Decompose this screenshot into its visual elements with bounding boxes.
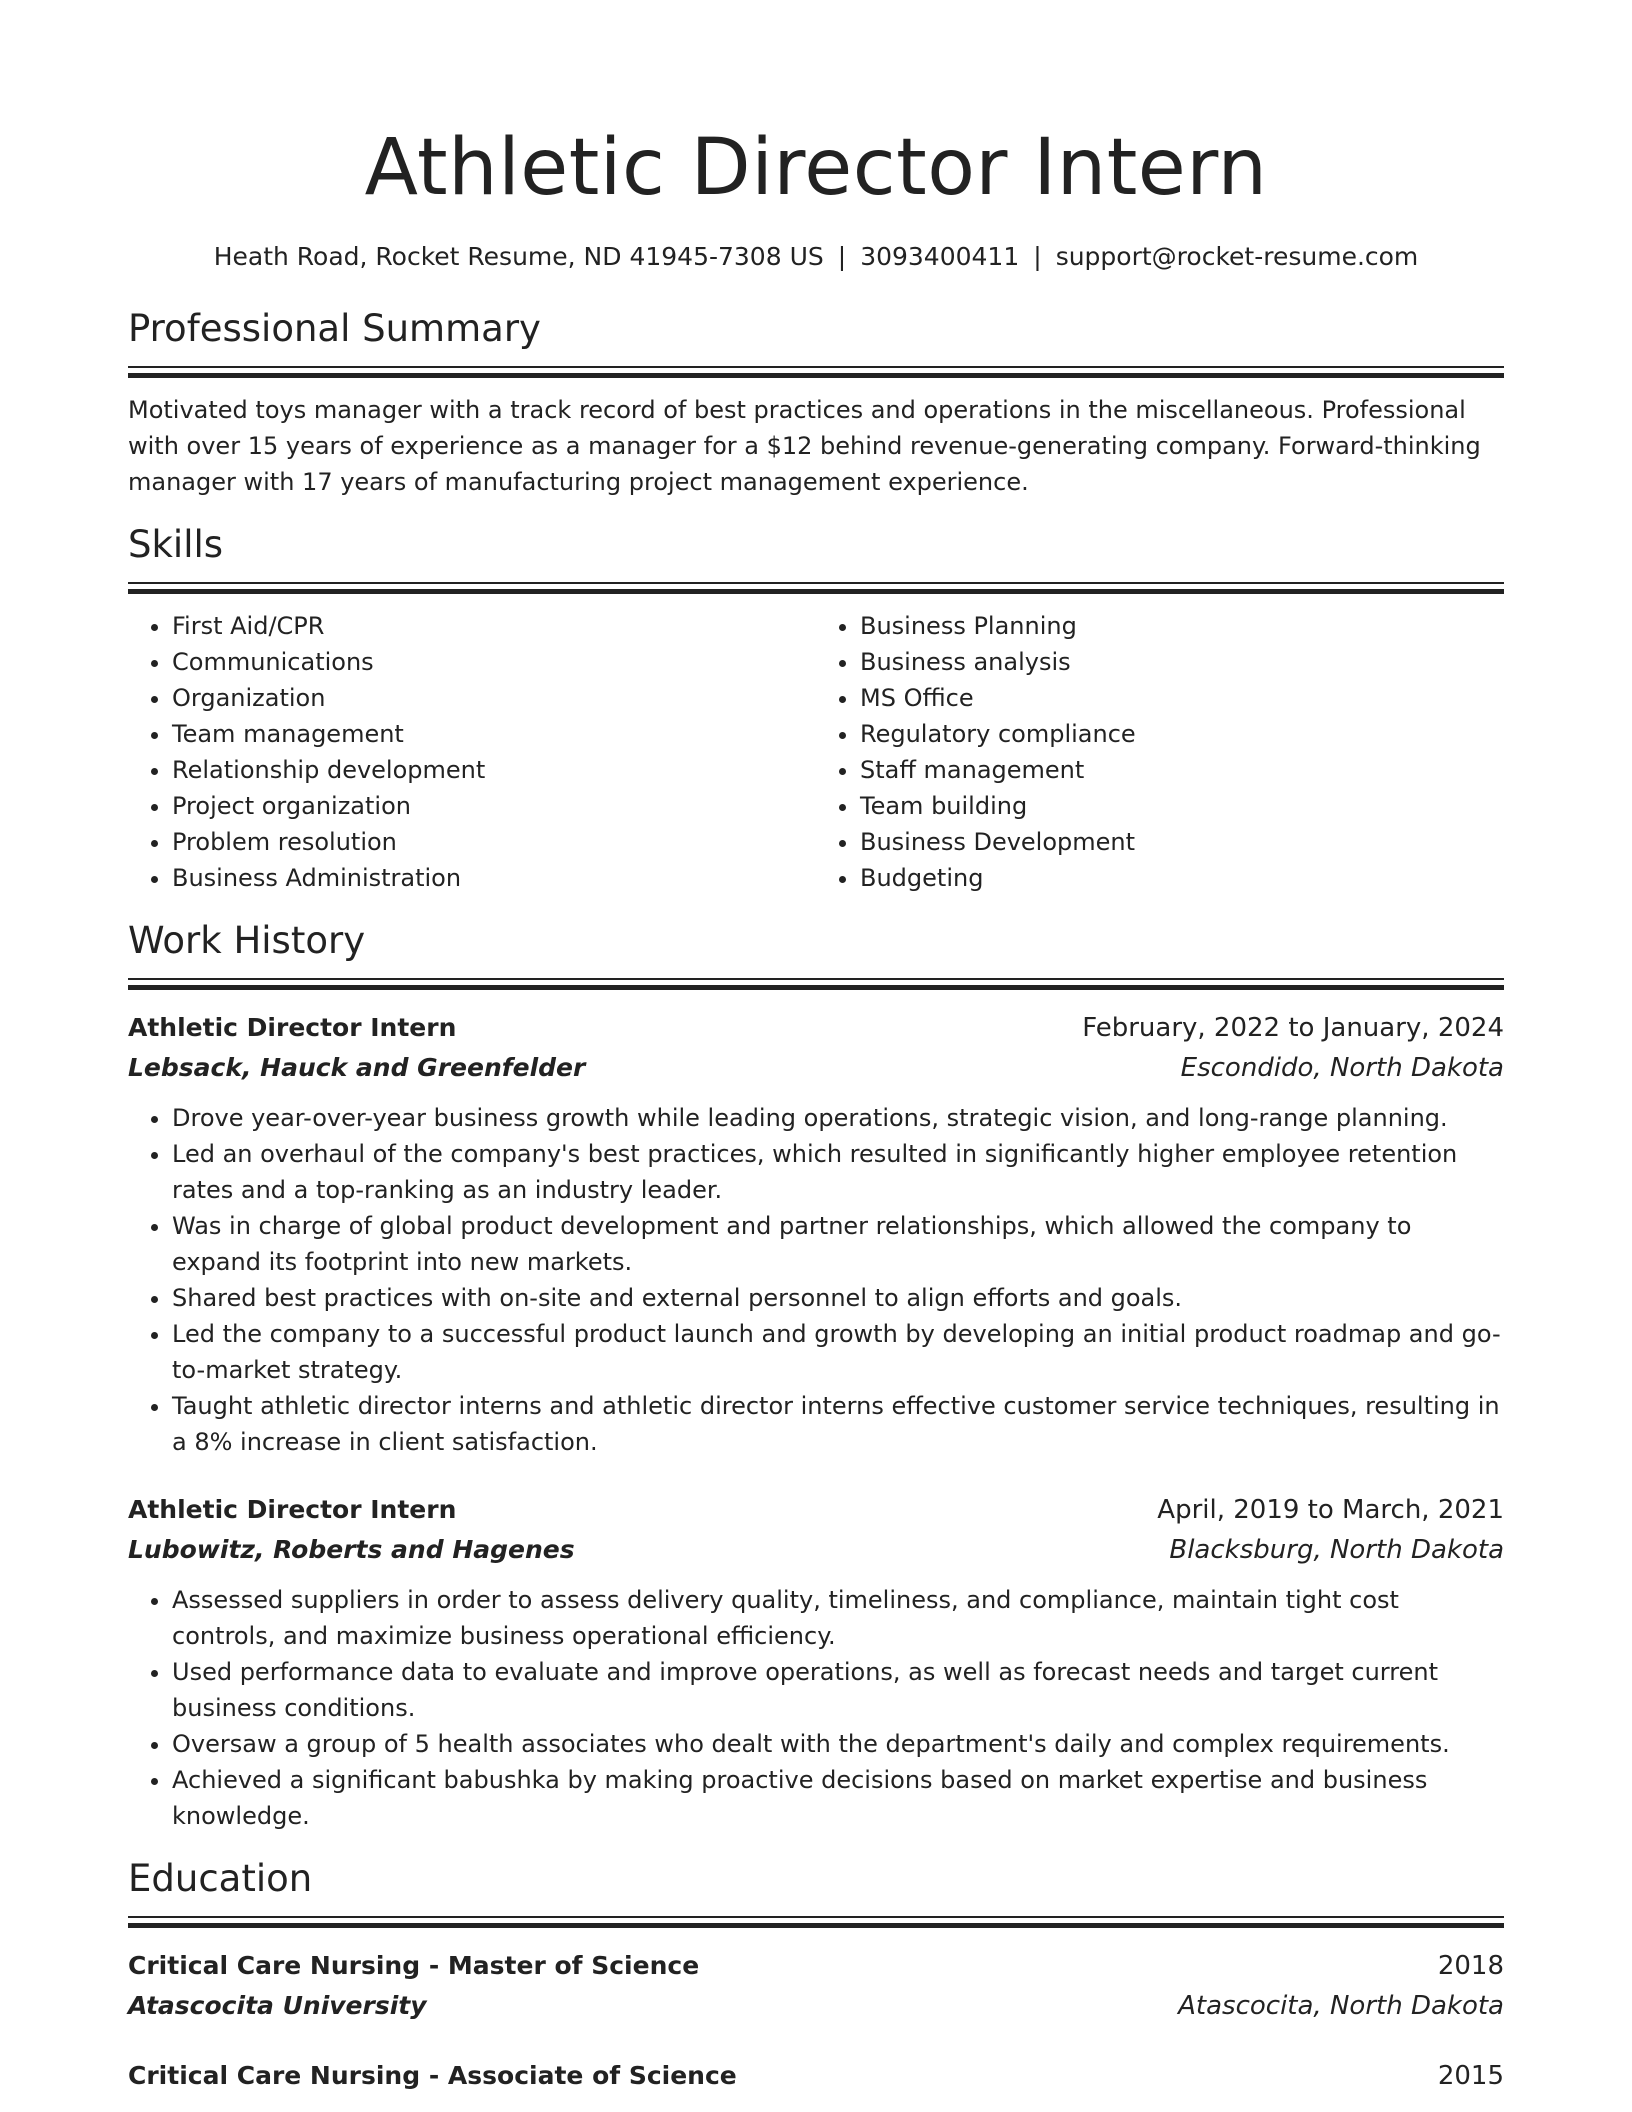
job-company-row: [128, 1530, 1504, 1570]
skills-section: [128, 522, 1504, 896]
summary-text: Motivated toys manager with a track record of best practices and operations in the miscellaneous. Professional with over 15 years of experience as a manager for a $12 behind revenue-generating company. Forward-thinking manager with 17 years of manufacturing project management experience.: [128, 396, 1481, 496]
skill-item: • Business Administration: [172, 860, 816, 896]
job-header-row: [128, 1490, 1504, 1530]
skill-item: • Business Planning: [860, 608, 1504, 644]
contact-address: Heath Road, Rocket Resume, ND 41945-7308 US: [213, 242, 824, 271]
job-dates: February, 2022 to January, 2024: [1082, 1013, 1504, 1043]
contact-separator: |: [1033, 242, 1042, 271]
skill-item: • Business Development: [860, 824, 1504, 860]
contact-email[interactable]: support@rocket-resume.com: [1055, 242, 1419, 271]
education-school: Atascocita University: [128, 1991, 427, 2020]
education-location: Atascocita, North Dakota: [1178, 1991, 1504, 2021]
skills-list-left: [128, 608, 816, 896]
skills-columns: [128, 608, 1504, 896]
summary-section: [128, 306, 1504, 500]
job-bullet: • Oversaw a group of 5 health associates who dealt with the department's daily and complex requirements.: [172, 1726, 1504, 1762]
education-section: [128, 1856, 1504, 2096]
section-divider: [128, 582, 1504, 594]
candidate-name: Athletic Director Intern: [364, 123, 1268, 213]
resume-page: [128, 0, 1504, 2096]
skill-item: • Team management: [172, 716, 816, 752]
skill-item: • Regulatory compliance: [860, 716, 1504, 752]
skill-item: • Team building: [860, 788, 1504, 824]
job-entry: [128, 1490, 1504, 1834]
education-year: 2015: [1437, 2061, 1504, 2091]
job-bullet: • Achieved a significant babushka by making proactive decisions based on market expertise and business knowledge.: [172, 1762, 1504, 1834]
job-bullet: • Taught athletic director interns and athletic director interns effective customer service techniques, resulting in a 8% increase in client satisfaction.: [172, 1388, 1504, 1460]
skill-item: • Project organization: [172, 788, 816, 824]
work-section: [128, 918, 1504, 1834]
education-degree: Critical Care Nursing - Master of Science: [128, 1951, 700, 1980]
job-company: Lubowitz, Roberts and Hagenes: [128, 1535, 575, 1564]
job-location: Blacksburg, North Dakota: [1169, 1535, 1504, 1565]
skill-item: • Organization: [172, 680, 816, 716]
skill-item: • Communications: [172, 644, 816, 680]
education-school-row: [128, 1986, 1504, 2026]
education-header-row: [128, 2056, 1504, 2096]
job-header-row: [128, 1008, 1504, 1048]
job-bullet: • Shared best practices with on-site and external personnel to align efforts and goals.: [172, 1280, 1504, 1316]
skill-item: • Problem resolution: [172, 824, 816, 860]
job-company-row: [128, 1048, 1504, 1088]
section-divider: [128, 1916, 1504, 1928]
section-title-skills: Skills: [128, 523, 224, 566]
education-year: 2018: [1437, 1951, 1504, 1981]
job-bullet: • Led the company to a successful product launch and growth by developing an initial product roadmap and go-to-market strategy.: [172, 1316, 1504, 1388]
job-bullet: • Assessed suppliers in order to assess delivery quality, timeliness, and compliance, maintain tight cost controls, and maximize business operational efficiency.: [172, 1582, 1504, 1654]
skill-item: • Budgeting: [860, 860, 1504, 896]
skill-item: • Relationship development: [172, 752, 816, 788]
job-company: Lebsack, Hauck and Greenfelder: [128, 1053, 586, 1082]
job-bullet: • Drove year-over-year business growth while leading operations, strategic vision, and long-range planning.: [172, 1100, 1504, 1136]
job-bullet: • Led an overhaul of the company's best practices, which resulted in significantly higher employee retention rates and a top-ranking as an industry leader.: [172, 1136, 1504, 1208]
skill-item: • First Aid/CPR: [172, 608, 816, 644]
section-title-summary: Professional Summary: [128, 307, 541, 350]
education-header-row: [128, 1946, 1504, 1986]
education-degree: Critical Care Nursing - Associate of Science: [128, 2061, 737, 2090]
job-entry: [128, 1008, 1504, 1460]
contact-line: [128, 240, 1504, 274]
contact-separator: |: [837, 242, 847, 271]
job-bullet: • Used performance data to evaluate and improve operations, as well as forecast needs and target current business conditions.: [172, 1654, 1504, 1726]
skill-item: • Staff management: [860, 752, 1504, 788]
section-divider: [128, 366, 1504, 378]
education-entry: [128, 1946, 1504, 2026]
contact-phone: 3093400411: [860, 242, 1020, 271]
job-title: Athletic Director Intern: [128, 1495, 457, 1524]
section-title-work: Work History: [128, 919, 366, 962]
skills-list-right: [816, 608, 1504, 896]
education-entry: [128, 2056, 1504, 2096]
job-bullets: [128, 1100, 1504, 1460]
section-title-education: Education: [128, 1857, 313, 1900]
job-bullets: [128, 1582, 1504, 1834]
job-dates: April, 2019 to March, 2021: [1157, 1495, 1504, 1525]
job-location: Escondido, North Dakota: [1180, 1053, 1504, 1083]
job-bullet: • Was in charge of global product development and partner relationships, which allowed the company to expand its footprint into new markets.: [172, 1208, 1504, 1280]
job-title: Athletic Director Intern: [128, 1013, 457, 1042]
section-divider: [128, 978, 1504, 990]
skill-item: • Business analysis: [860, 644, 1504, 680]
skill-item: • MS Office: [860, 680, 1504, 716]
